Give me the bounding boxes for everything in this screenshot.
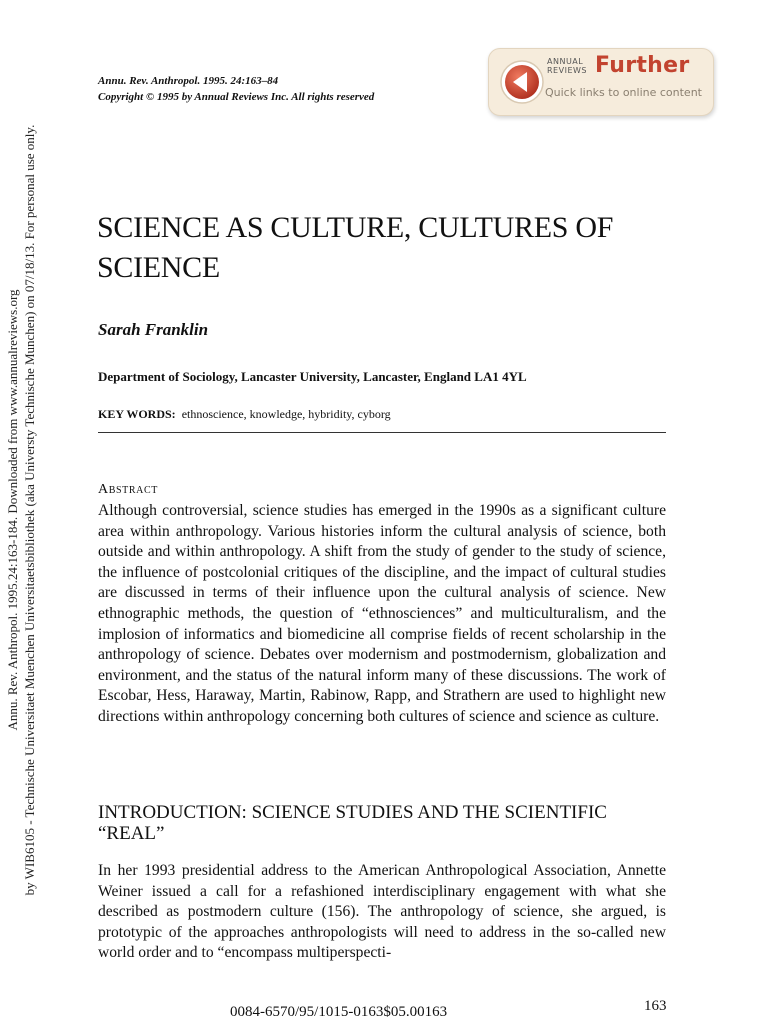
journal-header xyxy=(98,73,374,105)
abstract-body: Although controversial, science studies has emerged in the 1990s as a significant culture area within anthropology. Various histories inform the cultural analysis of science, both outside and within anthropology. A shift from the study of gender to the study of science, the influence of postcolonial critiques of the discipline, and the impact of cultural studies are discussed in terms of their influence upon the cultural analysis of science. New ethnographic methods, the question of “ethnosciences” and multiculturalism, and the implosion of informatics and biomedicine all comprise fields of recent scholarship in the anthropology of science. Debates over modernism and postmodernism, globalization and environment, and the status of the natural inform many of these discussions. The work of Escobar, Hess, Haraway, Martin, Rabinow, Rapp, and Strathern are used to highlight new directions within anthropology concerning both cultures of science and science as culture. xyxy=(98,502,666,725)
annual-reviews-further-badge[interactable] xyxy=(488,48,714,116)
introduction-heading: INTRODUCTION: SCIENCE STUDIES AND THE SCIENTIFIC “REAL” xyxy=(98,802,607,844)
download-notice-text xyxy=(4,100,40,920)
download-notice-sidebar xyxy=(4,100,40,920)
article-author: Sarah Franklin xyxy=(98,320,209,339)
abstract-heading: Abstract xyxy=(98,482,158,497)
badge-annual-reviews-label: ANNUAL REVIEWS xyxy=(547,57,587,75)
download-notice-line-2: by WIB6105 - Technische Universitaet Muenchen Universitaetsbibliothek (aka Universty Technische Munchen) on 07/18/13. For personal use only. xyxy=(22,124,37,896)
journal-citation: Annu. Rev. Anthropol. 1995. 24:163–84 xyxy=(98,75,279,87)
article-title: SCIENCE AS CULTURE, CULTURES OF SCIENCE xyxy=(97,211,614,284)
issn-code: 0084-6570/95/1015-0163$05.00163 xyxy=(230,1004,448,1020)
introduction-body: In her 1993 presidential address to the American Anthropological Association, Annette Weiner issued a call for a refashioned interdisciplinary engagement with what she described as postmodern culture (156). The anthropology of science, she argued, is prototypic of the approaches anthropologists will need to address in the so-called new world order and to “encompass multiperspecti- xyxy=(98,862,666,962)
keywords-list: ethnoscience, knowledge, hybridity, cyborg xyxy=(181,407,391,421)
author-affiliation: Department of Sociology, Lancaster University, Lancaster, England LA1 4YL xyxy=(98,369,527,384)
play-arrow-icon xyxy=(499,59,545,105)
badge-further-label: Further xyxy=(595,53,690,78)
badge-quick-links-label: Quick links to online content xyxy=(545,86,702,99)
download-notice-line-1: Annu. Rev. Anthropol. 1995.24:163-184. Downloaded from www.annualreviews.org xyxy=(5,289,20,731)
keywords-label: KEY WORDS: xyxy=(98,407,176,421)
page-number: 163 xyxy=(644,998,667,1014)
header-divider xyxy=(98,432,666,433)
keywords xyxy=(98,407,391,422)
journal-copyright: Copyright © 1995 by Annual Reviews Inc. All rights reserved xyxy=(98,91,375,103)
